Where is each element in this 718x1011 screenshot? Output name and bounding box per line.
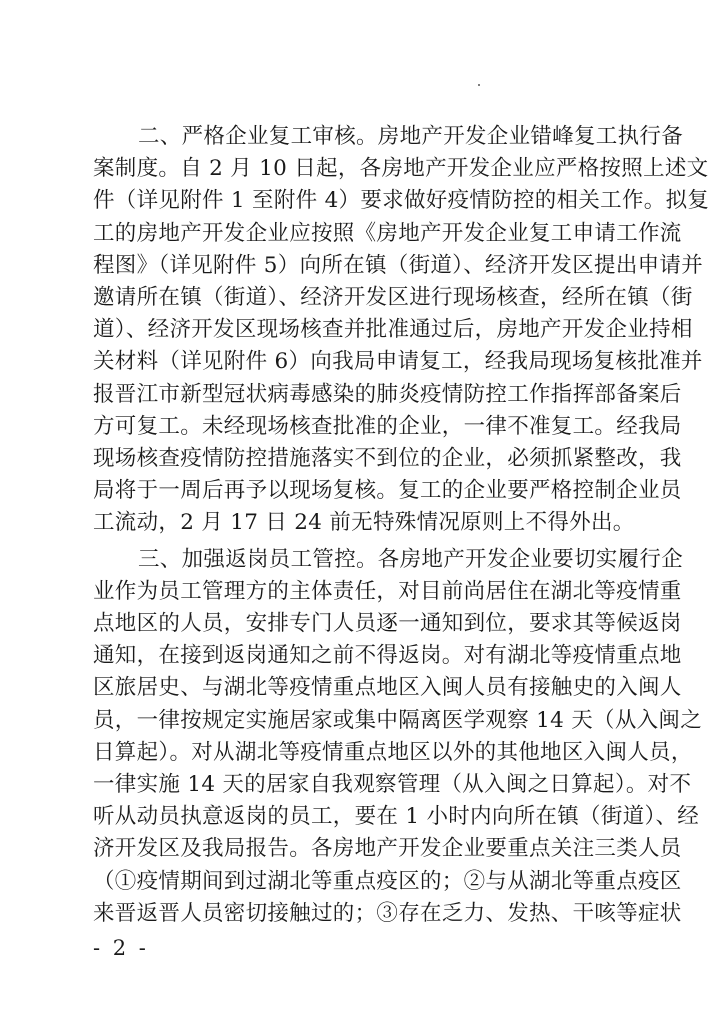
text-line: 日算起）。对从湖北等疫情重点地区以外的其他地区入闽人员， <box>93 739 693 765</box>
text-line: 点地区的人员，安排专门人员逐一通知到位，要求其等候返岗 <box>93 611 682 636</box>
text-line: 听从动员执意返岗的员工，要在 1 小时内向所在镇（街道）、经 <box>93 804 700 830</box>
text-line: 区旅居史、与湖北等疫情重点地区入闽人员有接触史的入闽人 <box>93 675 682 701</box>
text-line: 通知，在接到返岗通知之前不得返岗。对有湖北等疫情重点地 <box>93 643 682 669</box>
text-line: 员，一律按规定实施居家或集中隔离医学观察 14 天（从入闽之 <box>93 707 703 733</box>
text-line: 来晋返晋人员密切接触过的；③存在乏力、发热、干咳等症状 <box>93 900 682 926</box>
text-line: 二、严格企业复工审核。房地产开发企业错峰复工执行备 <box>138 124 684 149</box>
text-line: 报晋江市新型冠状病毒感染的肺炎疫情防控工作指挥部备案后 <box>93 381 682 407</box>
scan-speck <box>478 84 480 86</box>
text-line: 业作为员工管理方的主体责任，对目前尚居住在湖北等疫情重 <box>93 578 682 604</box>
text-line: 方可复工。未经现场核查批准的企业，一律不准复工。经我局 <box>93 413 682 439</box>
text-line: 局将于一周后再予以现场复核。复工的企业要严格控制企业员 <box>93 478 682 504</box>
text-line: 邀请所在镇（街道）、经济开发区进行现场核查，经所在镇（街 <box>93 285 693 310</box>
text-line: 现场核查疫情防控措施落实不到位的企业，必须抓紧整改，我 <box>93 446 682 471</box>
text-line: 三、加强返岗员工管控。各房地产开发企业要切实履行企 <box>138 546 684 572</box>
text-line: 案制度。自 2 月 10 日起，各房地产开发企业应严格按照上述文 <box>93 156 709 182</box>
text-line: （①疫情期间到过湖北等重点疫区的；②与从湖北等重点疫区 <box>93 868 682 894</box>
text-line: 工流动，2 月 17 日 24 前无特殊情况原则上不得外出。 <box>93 510 635 536</box>
page-number: - 2 - <box>93 936 149 960</box>
text-line: 程图》（详见附件 5）向所在镇（街道）、经济开发区提出申请并 <box>93 252 704 278</box>
text-line: 济开发区及我局报告。各房地产开发企业要重点关注三类人员 <box>93 836 682 862</box>
text-line: 道）、经济开发区现场核查并批准通过后，房地产开发企业持相 <box>93 317 693 343</box>
text-line: 关材料（详见附件 6）向我局申请复工，经我局现场复核批准并 <box>93 349 703 375</box>
text-line: 件（详见附件 1 至附件 4）要求做好疫情防控的相关工作。拟复 <box>93 188 710 214</box>
text-line: 工的房地产开发企业应按照《房地产开发企业复工申请工作流 <box>93 220 682 246</box>
text-line: 一律实施 14 天的居家自我观察管理（从入闽之日算起）。对不 <box>93 772 692 797</box>
